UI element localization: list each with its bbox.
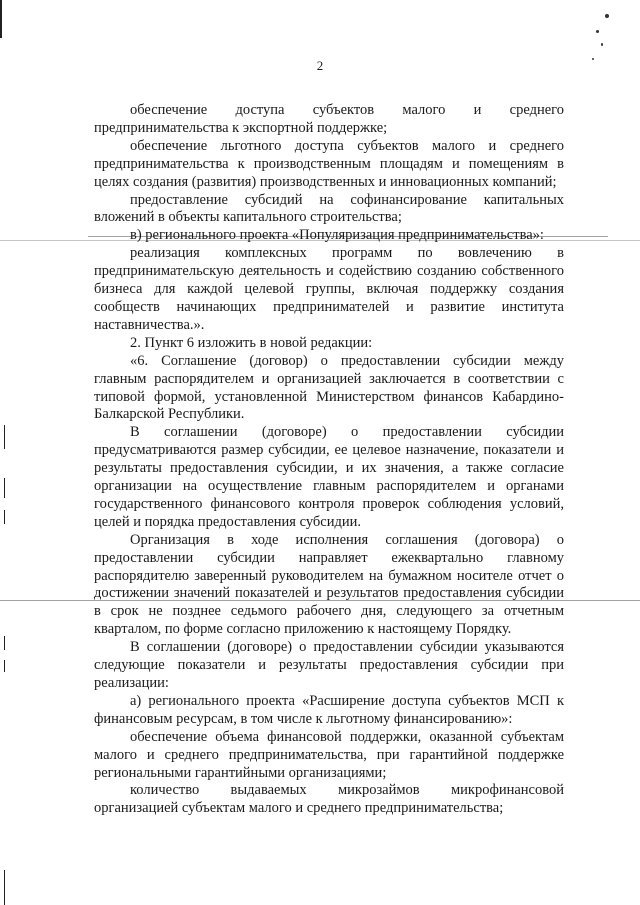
paragraph: 2. Пункт 6 изложить в новой редакции:	[130, 334, 373, 351]
paragraph: обеспечение объема финансовой поддержки, оказанной субъектам малого и среднего предпринимательства, при гарантийной поддержке региональными гарантийными организациями;	[94, 728, 564, 781]
scan-edge-mark	[4, 425, 5, 449]
scan-edge-mark	[4, 660, 5, 672]
paragraph: В соглашении (договоре) о предоставлении субсидии указываются следующие показатели и результаты предоставления субсидии при реализации:	[94, 639, 564, 691]
scan-edge-mark	[4, 870, 5, 905]
document-body	[94, 102, 564, 818]
paragraph: «6. Соглашение (договор) о предоставлении субсидии между главным распорядителем и организацией заключается в соответствии с типовой формой, установленной Министерством финансов Кабардино-Балкарской Республики.	[94, 352, 564, 423]
scan-edge-mark	[0, 0, 2, 38]
scan-edge-mark	[4, 510, 5, 524]
paragraph: В соглашении (договоре) о предоставлении субсидии предусматриваются размер субсидии, ее целевое назначение, показатели и результаты предоставления субсидии, и их значения, а также согласие организации на осуществление главным распорядителем и органами государственного финансового контроля проверок соблюдения условий, целей и порядка предоставления субсидии.	[94, 424, 564, 530]
paragraph: Организация в ходе исполнения соглашения (договора) о предоставлении субсидии направляет ежеквартально главному распорядителю заверенный руководителем на бумажном носителе отчет о достижении значений показателей и результатов предоставления субсидии в срок не позднее седьмого рабочего дня, следующего за отчетным кварталом, по форме согласно приложению к настоящему Порядку.	[94, 531, 564, 638]
paragraph: а) регионального проекта «Расширение доступа субъектов МСП к финансовым ресурсам, в том числе к льготному финансированию»:	[94, 692, 564, 727]
paragraph: обеспечение льготного доступа субъектов малого и среднего предпринимательства к производственным площадям и помещениям в целях создания (развития) производственных и инновационных компаний;	[94, 137, 564, 190]
scan-speck	[601, 43, 603, 46]
scan-edge-mark	[4, 478, 5, 498]
paragraph: в) регионального проекта «Популяризация предпринимательства»:	[130, 227, 544, 244]
scan-speck	[605, 14, 609, 18]
scan-speck	[596, 30, 599, 33]
scan-edge-mark	[4, 636, 5, 650]
paragraph: реализация комплексных программ по вовлечению в предпринимательскую деятельность и содействию созданию собственного бизнеса для каждой целевой группы, включая поддержку создания сообществ начинающих предпринимателей и развитие института наставничества.».	[94, 245, 564, 333]
paragraph: обеспечение доступа субъектов малого и среднего предпринимательства к экспортной поддержке;	[94, 102, 564, 136]
paragraph: количество выдаваемых микрозаймов микрофинансовой организацией субъектам малого и среднего предпринимательства;	[94, 782, 564, 817]
page-number: 2	[316, 58, 324, 73]
paragraph: предоставление субсидий на софинансирование капитальных вложений в объекты капитального строительства;	[94, 191, 564, 226]
